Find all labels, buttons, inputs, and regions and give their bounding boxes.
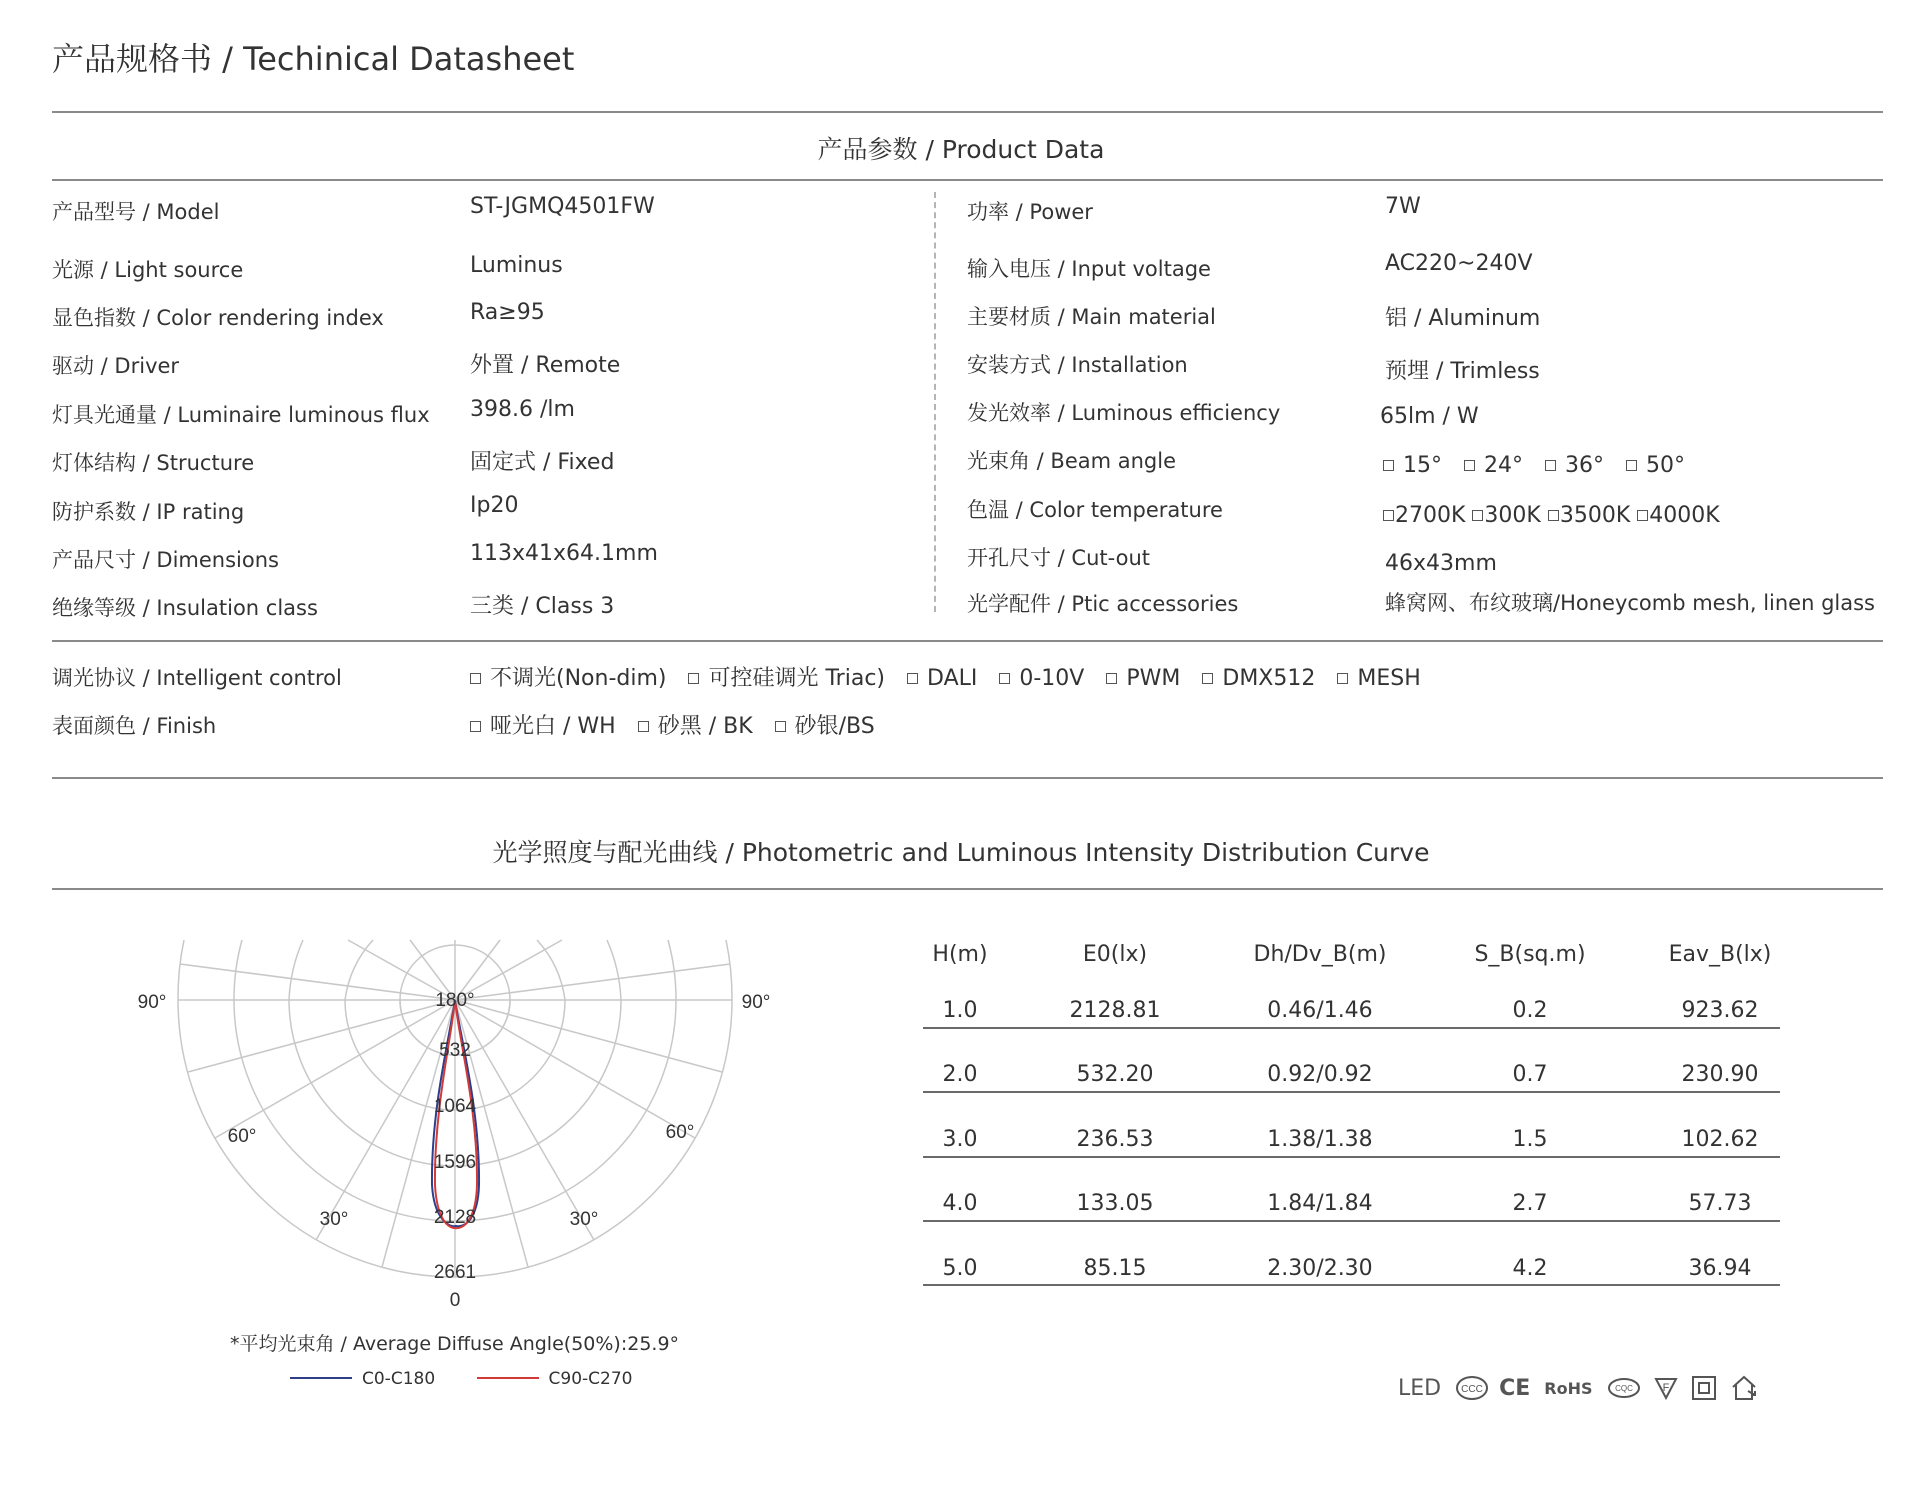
certification-marks bbox=[1398, 1370, 1759, 1406]
table-cell: 923.62 bbox=[1681, 998, 1759, 1023]
checkbox-icon bbox=[1202, 673, 1213, 684]
angle-label: 0 bbox=[449, 1290, 461, 1311]
beam-angle-options bbox=[1383, 453, 1707, 478]
house-icon bbox=[1729, 1373, 1759, 1403]
svg-text:F: F bbox=[1662, 1382, 1669, 1394]
table-header: S_B(sq.m) bbox=[1474, 942, 1586, 967]
photometric-title: 光学照度与配光曲线 / Photometric and Luminous Intensity Distribution Curve bbox=[492, 838, 1430, 867]
intensity-label: 532 bbox=[439, 1040, 471, 1061]
intensity-label: 2661 bbox=[433, 1262, 477, 1283]
spec-label-insulation: 绝缘等级 / Insulation class bbox=[52, 596, 318, 620]
color-temperature-options bbox=[1383, 503, 1720, 528]
table-cell: 4.0 bbox=[942, 1191, 978, 1216]
checkbox-icon bbox=[775, 721, 786, 732]
checkbox-icon bbox=[1464, 460, 1475, 471]
spec-value-installation: 预埋 / Trimless bbox=[1385, 359, 1540, 384]
control-option[interactable]: MESH bbox=[1337, 666, 1420, 691]
angle-label: 30° bbox=[319, 1209, 349, 1230]
intensity-label: 2128 bbox=[433, 1207, 477, 1228]
spec-label-main-material: 主要材质 / Main material bbox=[967, 305, 1216, 329]
polar-spoke bbox=[180, 964, 455, 1000]
table-cell: 2.7 bbox=[1512, 1191, 1548, 1216]
checkbox-icon bbox=[907, 673, 918, 684]
spec-value-model: ST-JGMQ4501FW bbox=[470, 194, 655, 219]
table-cell: 85.15 bbox=[1083, 1256, 1147, 1281]
rohs-mark: RoHS bbox=[1544, 1378, 1593, 1398]
table-cell: 230.90 bbox=[1681, 1062, 1759, 1087]
polar-spoke bbox=[188, 1000, 455, 1072]
column-divider bbox=[934, 192, 936, 612]
polar-ring-edge bbox=[668, 940, 676, 1000]
finish-option[interactable]: 砂银/BS bbox=[775, 714, 875, 739]
divider bbox=[52, 777, 1883, 779]
table-row-divider bbox=[923, 1220, 1780, 1222]
table-row-divider bbox=[923, 1284, 1780, 1286]
table-header: E0(lx) bbox=[1082, 942, 1148, 967]
svg-text:CCC: CCC bbox=[1461, 1384, 1483, 1395]
spec-value-light-source: Luminus bbox=[470, 253, 563, 278]
polar-ring-edge bbox=[345, 940, 373, 1000]
spec-label-beam-angle: 光束角 / Beam angle bbox=[967, 449, 1177, 473]
svg-text:CQC: CQC bbox=[1614, 1384, 1633, 1393]
checkbox-icon bbox=[1545, 460, 1556, 471]
table-row-divider bbox=[923, 1027, 1780, 1029]
beam-angle-option[interactable]: 36° bbox=[1545, 453, 1604, 478]
table-row-divider bbox=[923, 1091, 1780, 1093]
table-header: Dh/Dv_B(m) bbox=[1253, 942, 1387, 967]
checkbox-icon bbox=[1472, 510, 1483, 521]
table-cell: 0.92/0.92 bbox=[1267, 1062, 1373, 1087]
checkbox-icon bbox=[638, 721, 649, 732]
spec-value-insulation: 三类 / Class 3 bbox=[470, 594, 615, 619]
table-cell: 102.62 bbox=[1681, 1127, 1759, 1152]
table-cell: 1.0 bbox=[942, 998, 978, 1023]
legend-swatch-c90 bbox=[477, 1377, 539, 1379]
spec-value-accessories: 蜂窝网、布纹玻璃/Honeycomb mesh, linen glass bbox=[1385, 591, 1876, 615]
spec-label-cut-out: 开孔尺寸 / Cut-out bbox=[967, 546, 1150, 570]
control-option[interactable]: 0-10V bbox=[999, 666, 1084, 691]
spec-label-cri: 显色指数 / Color rendering index bbox=[52, 306, 384, 330]
table-cell: 5.0 bbox=[942, 1256, 978, 1281]
angle-label: 30° bbox=[569, 1209, 599, 1230]
spec-value-cut-out: 46x43mm bbox=[1385, 551, 1497, 576]
checkbox-icon bbox=[1383, 460, 1394, 471]
table-cell: 1.5 bbox=[1512, 1127, 1548, 1152]
angle-label: 60° bbox=[227, 1126, 257, 1147]
divider bbox=[52, 888, 1883, 890]
table-cell: 1.84/1.84 bbox=[1267, 1191, 1373, 1216]
control-option[interactable]: DALI bbox=[907, 666, 977, 691]
spec-label-dimensions: 产品尺寸 / Dimensions bbox=[52, 548, 279, 572]
table-cell: 1.38/1.38 bbox=[1267, 1127, 1373, 1152]
checkbox-icon bbox=[470, 673, 481, 684]
intelligent-control-label: 调光协议 / Intelligent control bbox=[52, 666, 342, 690]
angle-label: 90° bbox=[741, 992, 771, 1013]
polar-ring-edge bbox=[289, 940, 303, 1000]
spec-value-flux: 398.6 /lm bbox=[470, 397, 575, 422]
spec-label-luminous-efficiency: 发光效率 / Luminous efficiency bbox=[967, 401, 1281, 425]
finish-option[interactable]: 砂黑 / BK bbox=[638, 714, 753, 739]
angle-label: 90° bbox=[137, 992, 167, 1013]
intelligent-control-options bbox=[470, 661, 1443, 692]
spec-value-ip-rating: Ip20 bbox=[470, 493, 519, 518]
spec-value-power: 7W bbox=[1385, 194, 1421, 219]
spec-label-light-source: 光源 / Light source bbox=[52, 258, 244, 282]
table-header: Eav_B(lx) bbox=[1668, 942, 1772, 967]
product-data-title: 产品参数 / Product Data bbox=[817, 135, 1105, 164]
control-option[interactable]: DMX512 bbox=[1202, 666, 1315, 691]
checkbox-icon bbox=[470, 721, 481, 732]
spec-label-color-temperature: 色温 / Color temperature bbox=[967, 498, 1223, 522]
cqc-icon bbox=[1607, 1377, 1641, 1399]
table-cell: 2.0 bbox=[942, 1062, 978, 1087]
angle-label: 180° bbox=[435, 990, 475, 1011]
beam-angle-option[interactable]: 24° bbox=[1464, 453, 1523, 478]
divider bbox=[52, 179, 1883, 181]
spec-value-dimensions: 113x41x64.1mm bbox=[470, 541, 658, 566]
table-cell: 133.05 bbox=[1076, 1191, 1154, 1216]
control-option[interactable]: 可控硅调光 Triac) bbox=[688, 666, 885, 691]
table-cell: 2128.81 bbox=[1069, 998, 1161, 1023]
spec-value-structure: 固定式 / Fixed bbox=[470, 450, 615, 475]
luminous-intensity-polar-chart bbox=[120, 930, 800, 1330]
table-cell: 3.0 bbox=[942, 1127, 978, 1152]
checkbox-icon bbox=[1337, 673, 1348, 684]
checkbox-icon bbox=[1383, 510, 1394, 521]
table-header: H(m) bbox=[932, 942, 988, 967]
spec-label-installation: 安装方式 / Installation bbox=[967, 353, 1188, 377]
cct-option[interactable]: 4000K bbox=[1637, 503, 1719, 528]
double-insulation-icon bbox=[1691, 1375, 1717, 1401]
cct-option[interactable]: 300K bbox=[1472, 503, 1540, 528]
beam-angle-option[interactable]: 15° bbox=[1383, 453, 1442, 478]
checkbox-icon bbox=[1626, 460, 1637, 471]
spec-label-accessories: 光学配件 / Ptic accessories bbox=[967, 592, 1239, 616]
table-cell: 236.53 bbox=[1076, 1127, 1154, 1152]
intensity-label: 1064 bbox=[433, 1096, 477, 1117]
control-option[interactable]: 不调光(Non-dim) bbox=[470, 666, 666, 691]
legend-label-c0: C0-C180 bbox=[362, 1369, 436, 1389]
beam-angle-option[interactable]: 50° bbox=[1626, 453, 1685, 478]
intensity-label: 1596 bbox=[433, 1152, 477, 1173]
divider bbox=[52, 111, 1883, 113]
table-cell: 0.2 bbox=[1512, 998, 1548, 1023]
angle-label: 60° bbox=[665, 1122, 695, 1143]
finish-option[interactable]: 哑光白 / WH bbox=[470, 714, 616, 739]
spec-value-input-voltage: AC220~240V bbox=[1385, 251, 1533, 276]
polar-ring-edge bbox=[178, 940, 184, 1000]
spec-value-cri: Ra≥95 bbox=[470, 300, 545, 325]
led-mark: LED bbox=[1398, 1375, 1442, 1401]
spec-value-driver: 外置 / Remote bbox=[470, 353, 621, 378]
polar-spoke bbox=[455, 964, 730, 1000]
document-title: 产品规格书 / Techinical Datasheet bbox=[52, 40, 575, 78]
spec-label-ip-rating: 防护系数 / IP rating bbox=[52, 500, 245, 524]
divider bbox=[52, 640, 1883, 642]
table-cell: 532.20 bbox=[1076, 1062, 1154, 1087]
ccc-icon bbox=[1455, 1375, 1489, 1401]
legend-swatch-c0 bbox=[290, 1377, 352, 1379]
table-cell: 4.2 bbox=[1512, 1256, 1548, 1281]
spec-value-luminous-efficiency: 65lm / W bbox=[1380, 404, 1479, 429]
ce-mark: CE bbox=[1499, 1375, 1531, 1401]
table-cell: 0.7 bbox=[1512, 1062, 1548, 1087]
table-row-divider bbox=[923, 1156, 1780, 1158]
checkbox-icon bbox=[999, 673, 1010, 684]
table-cell: 2.30/2.30 bbox=[1267, 1256, 1373, 1281]
polar-ring-edge bbox=[537, 940, 565, 1000]
finish-label: 表面颜色 / Finish bbox=[52, 714, 217, 738]
chart-legend bbox=[290, 1369, 633, 1389]
polar-ring-edge bbox=[234, 940, 242, 1000]
table-cell: 0.46/1.46 bbox=[1267, 998, 1373, 1023]
cct-option[interactable]: 2700K bbox=[1383, 503, 1465, 528]
checkbox-icon bbox=[1106, 673, 1117, 684]
spec-label-model: 产品型号 / Model bbox=[52, 200, 220, 224]
spec-label-flux: 灯具光通量 / Luminaire luminous flux bbox=[52, 403, 430, 427]
checkbox-icon bbox=[688, 673, 699, 684]
spec-label-input-voltage: 输入电压 / Input voltage bbox=[967, 257, 1211, 281]
control-option[interactable]: PWM bbox=[1106, 666, 1180, 691]
cct-option[interactable]: 3500K bbox=[1548, 503, 1630, 528]
legend-label-c90: C90-C270 bbox=[548, 1369, 633, 1389]
finish-options bbox=[470, 709, 897, 740]
polar-spoke bbox=[455, 1000, 722, 1072]
spec-label-power: 功率 / Power bbox=[967, 200, 1093, 224]
polar-spoke bbox=[215, 1000, 455, 1138]
table-cell: 36.94 bbox=[1688, 1256, 1752, 1281]
polar-ring-edge bbox=[607, 940, 621, 1000]
checkbox-icon bbox=[1548, 510, 1559, 521]
average-diffuse-angle-note: *平均光束角 / Average Diffuse Angle(50%):25.9° bbox=[230, 1333, 680, 1355]
polar-ring-edge bbox=[726, 940, 732, 1000]
checkbox-icon bbox=[1637, 510, 1648, 521]
spec-label-structure: 灯体结构 / Structure bbox=[52, 451, 255, 475]
polar-spoke bbox=[455, 1000, 695, 1138]
table-cell: 57.73 bbox=[1688, 1191, 1752, 1216]
f-mark-icon bbox=[1653, 1375, 1679, 1401]
spec-value-main-material: 铝 / Aluminum bbox=[1385, 306, 1541, 331]
spec-label-driver: 驱动 / Driver bbox=[52, 354, 180, 378]
